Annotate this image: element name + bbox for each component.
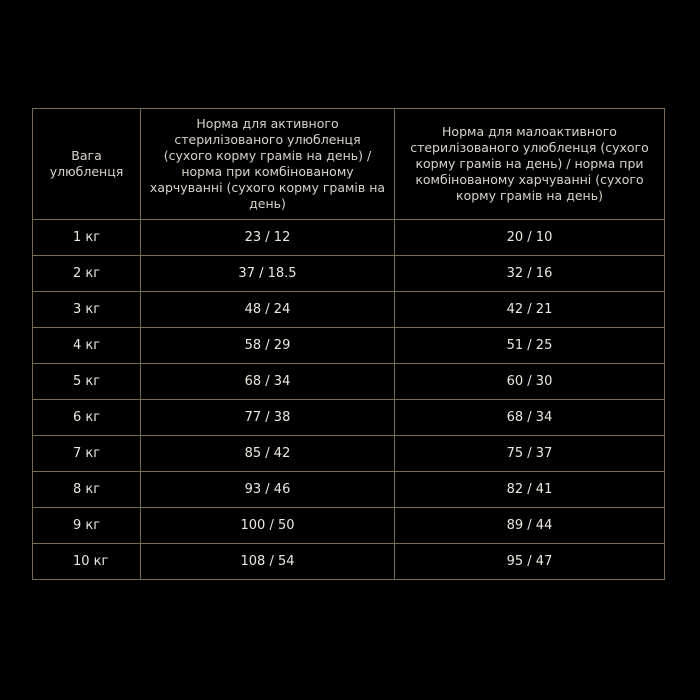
table-header-row xyxy=(33,109,665,220)
table-row xyxy=(33,292,665,328)
weight-cell: 7 кг xyxy=(33,436,141,472)
weight-cell: 9 кг xyxy=(33,508,141,544)
weight-cell: 4 кг xyxy=(33,328,141,364)
low-active-norm-cell: 75 / 37 xyxy=(395,436,665,472)
active-norm-cell: 93 / 46 xyxy=(141,472,395,508)
low-active-norm-cell: 32 / 16 xyxy=(395,256,665,292)
table-row xyxy=(33,256,665,292)
low-active-norm-cell: 42 / 21 xyxy=(395,292,665,328)
weight-cell: 8 кг xyxy=(33,472,141,508)
table-row xyxy=(33,220,665,256)
active-norm-cell: 37 / 18.5 xyxy=(141,256,395,292)
header-low-active-norm: Норма для малоактивного стерилізованого улюбленця (сухого корму грамів на день) / норма при комбінованому харчуванні (сухого корму грамів на день) xyxy=(395,109,665,220)
table-row xyxy=(33,364,665,400)
table-row xyxy=(33,508,665,544)
weight-cell: 6 кг xyxy=(33,400,141,436)
active-norm-cell: 23 / 12 xyxy=(141,220,395,256)
table-row xyxy=(33,544,665,580)
table-row xyxy=(33,436,665,472)
feeding-table-container xyxy=(32,108,664,580)
active-norm-cell: 108 / 54 xyxy=(141,544,395,580)
table-row xyxy=(33,400,665,436)
weight-cell: 3 кг xyxy=(33,292,141,328)
weight-cell: 10 кг xyxy=(33,544,141,580)
weight-cell: 2 кг xyxy=(33,256,141,292)
active-norm-cell: 100 / 50 xyxy=(141,508,395,544)
low-active-norm-cell: 60 / 30 xyxy=(395,364,665,400)
low-active-norm-cell: 95 / 47 xyxy=(395,544,665,580)
table-row xyxy=(33,328,665,364)
header-pet-weight: Вага улюбленця xyxy=(33,109,141,220)
low-active-norm-cell: 51 / 25 xyxy=(395,328,665,364)
low-active-norm-cell: 89 / 44 xyxy=(395,508,665,544)
active-norm-cell: 48 / 24 xyxy=(141,292,395,328)
active-norm-cell: 68 / 34 xyxy=(141,364,395,400)
weight-cell: 5 кг xyxy=(33,364,141,400)
low-active-norm-cell: 20 / 10 xyxy=(395,220,665,256)
active-norm-cell: 85 / 42 xyxy=(141,436,395,472)
active-norm-cell: 77 / 38 xyxy=(141,400,395,436)
low-active-norm-cell: 82 / 41 xyxy=(395,472,665,508)
feeding-norms-table xyxy=(32,108,665,580)
low-active-norm-cell: 68 / 34 xyxy=(395,400,665,436)
header-active-norm: Норма для активного стерилізованого улюбленця (сухого корму грамів на день) / норма при комбінованому харчуванні (сухого корму грамів на день) xyxy=(141,109,395,220)
table-row xyxy=(33,472,665,508)
weight-cell: 1 кг xyxy=(33,220,141,256)
active-norm-cell: 58 / 29 xyxy=(141,328,395,364)
